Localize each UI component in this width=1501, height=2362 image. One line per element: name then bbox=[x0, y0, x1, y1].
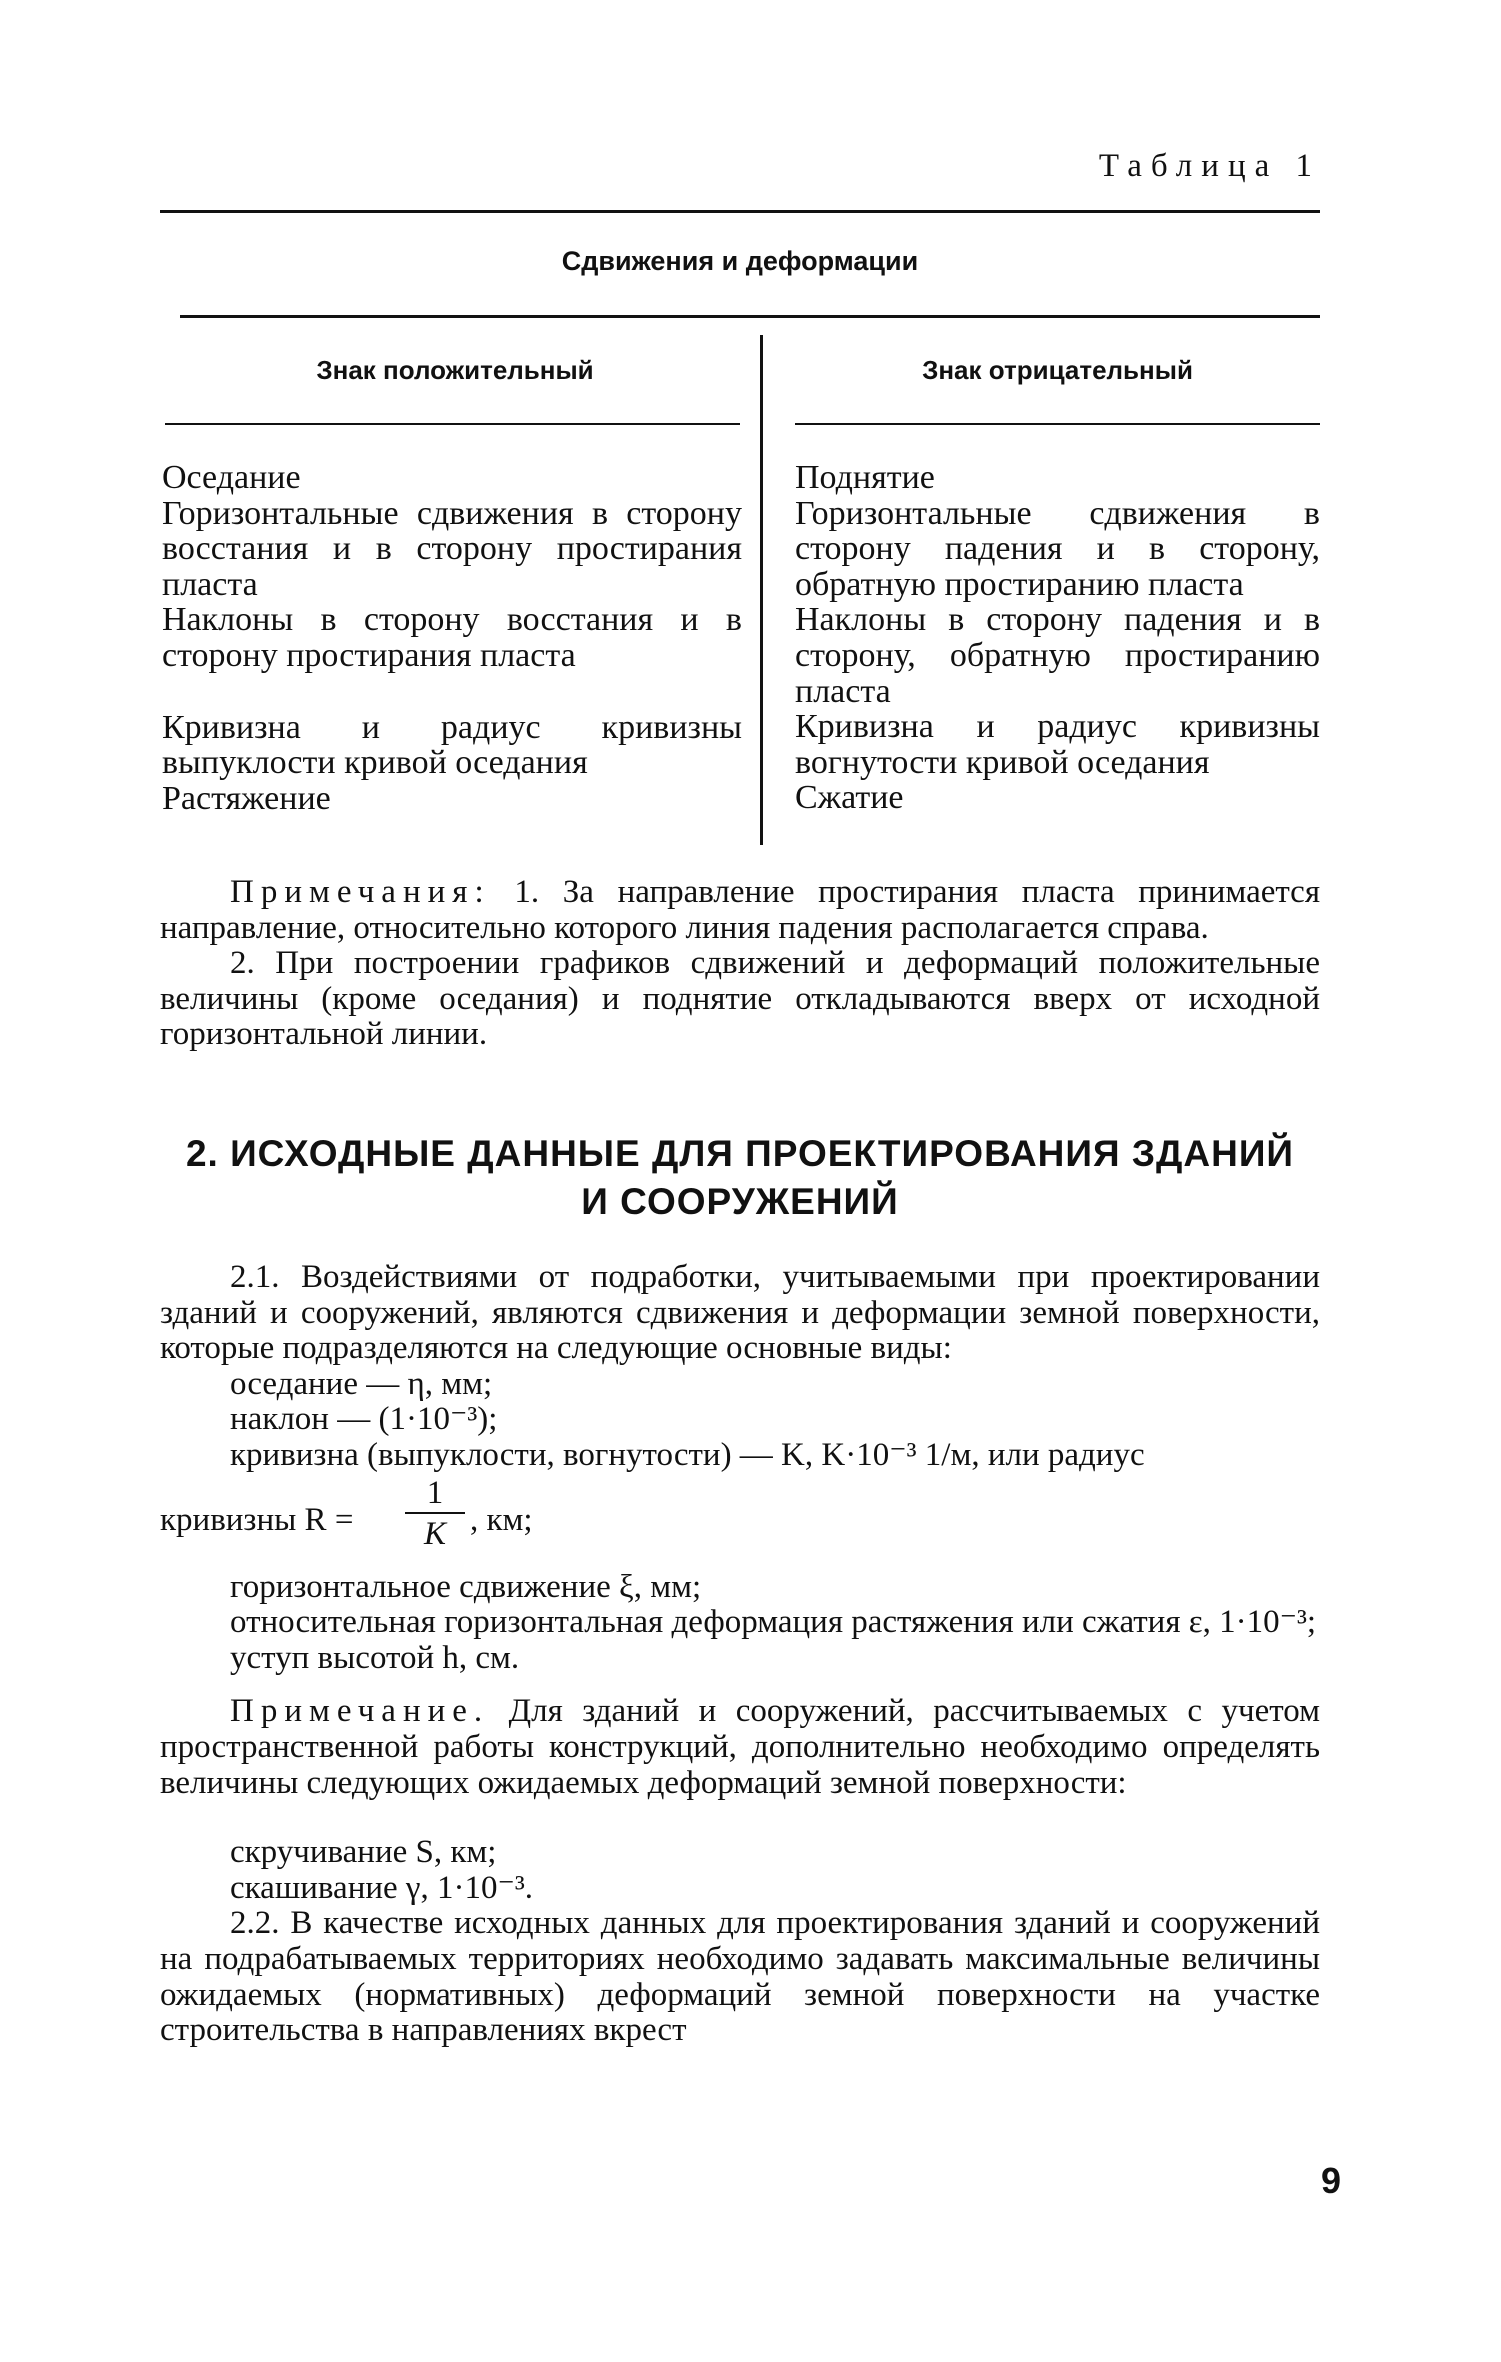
notes-label: Примечания: bbox=[230, 874, 491, 910]
note-1 bbox=[160, 875, 1320, 946]
fraction-denominator: K bbox=[423, 1515, 446, 1552]
paragraph-2-1: 2.1. Воздействиями от подработки, учитываемыми при проектировании зданий и сооружений, являются сдвижения и деформации земной поверхности, которые подразделяются на следующие основные виды: bbox=[160, 1259, 1320, 1367]
section-title-line-1: 2. ИСХОДНЫЕ ДАННЫЕ ДЛЯ ПРОЕКТИРОВАНИЯ ЗДАНИЙ bbox=[185, 1133, 1295, 1174]
list-item: скручивание S, км; bbox=[230, 1834, 497, 1871]
table-top-rule bbox=[160, 210, 1320, 213]
list-item: относительная горизонтальная деформация растяжения или сжатия ε, 1·10⁻³; bbox=[230, 1604, 1317, 1641]
paragraph-2-2: 2.2. В качестве исходных данных для проектирования зданий и сооружений на подрабатываемых территориях необходимо задавать максимальные величины ожидаемых (нормативных) деформаций земной поверхности на участке строительства в направлениях вкрест bbox=[160, 1905, 1320, 2049]
list-item: скашивание γ, 1·10⁻³. bbox=[230, 1869, 534, 1906]
list-item: горизонтальное сдвижение ξ, мм; bbox=[230, 1568, 702, 1605]
radius-prefix: кривизны R = bbox=[160, 1501, 354, 1538]
body-note-text: Для зданий и сооружений, рассчитываемых с учетом пространственной работы конструкций, дополнительно необходимо определять величины следующих ожидаемых деформаций земной поверхности: bbox=[160, 1693, 1320, 1801]
fraction-numerator: 1 bbox=[405, 1474, 465, 1514]
list-item: Кривизна и радиус кривизны выпуклости кривой оседания bbox=[162, 708, 742, 782]
column-divider bbox=[760, 335, 763, 845]
list-item: наклон — (1·10⁻³); bbox=[230, 1401, 498, 1438]
section-body bbox=[160, 1260, 1320, 2049]
caption-rule bbox=[180, 315, 1320, 318]
left-column bbox=[162, 460, 742, 816]
right-column-header: Знак отрицательный bbox=[922, 355, 1193, 385]
table-caption: Сдвижения и деформации bbox=[561, 246, 919, 276]
fraction bbox=[405, 1474, 465, 1554]
body-note bbox=[160, 1694, 1320, 1801]
section-heading bbox=[160, 1130, 1320, 1226]
radius-unit: , км; bbox=[470, 1501, 533, 1538]
section-title-line-2: И СООРУЖЕНИЙ bbox=[581, 1181, 899, 1222]
list-item: Оседание bbox=[162, 459, 301, 496]
left-header-rule bbox=[165, 423, 740, 425]
list-item: Наклоны в сторону падения и в сторону, обратную простиранию пласта bbox=[795, 601, 1320, 710]
radius-formula bbox=[160, 1474, 1320, 1570]
list-item: Растяжение bbox=[162, 779, 331, 817]
right-header-rule bbox=[795, 423, 1320, 425]
note-1-text: 1. За направление простирания пласта принимается направление, относительно которого линия падения располагается справа. bbox=[160, 874, 1321, 946]
list-item: Горизонтальные сдвижения в сторону восстания и в сторону простирания пласта bbox=[162, 494, 742, 603]
list-item: Сжатие bbox=[795, 779, 904, 817]
body-note-label: Примечание. bbox=[230, 1693, 490, 1730]
list-item: Горизонтальные сдвижения в сторону падения и в сторону, обратную простиранию пласта bbox=[795, 494, 1320, 603]
list-item: оседание — η, мм; bbox=[230, 1365, 493, 1402]
list-item: кривизна (выпуклости, вогнутости) — K, K·10⁻³ 1/м, или радиус bbox=[230, 1436, 1145, 1473]
note-2: 2. При построении графиков сдвижений и деформаций положительные величины (кроме оседания) и поднятие откладываются вверх от исходной горизонтальной линии. bbox=[160, 945, 1320, 1053]
list-item: Наклоны в сторону восстания и в сторону простирания пласта bbox=[162, 601, 742, 674]
right-column bbox=[795, 460, 1320, 816]
list-item: Поднятие bbox=[795, 459, 935, 496]
page-number: 9 bbox=[1320, 2160, 1341, 2201]
table-notes bbox=[160, 875, 1320, 1053]
list-item: уступ высотой h, см. bbox=[230, 1639, 520, 1676]
table-label: Таблица 1 bbox=[1098, 148, 1321, 184]
left-column-header: Знак положительный bbox=[316, 355, 594, 385]
list-item: Кривизна и радиус кривизны вогнутости кривой оседания bbox=[795, 708, 1320, 781]
